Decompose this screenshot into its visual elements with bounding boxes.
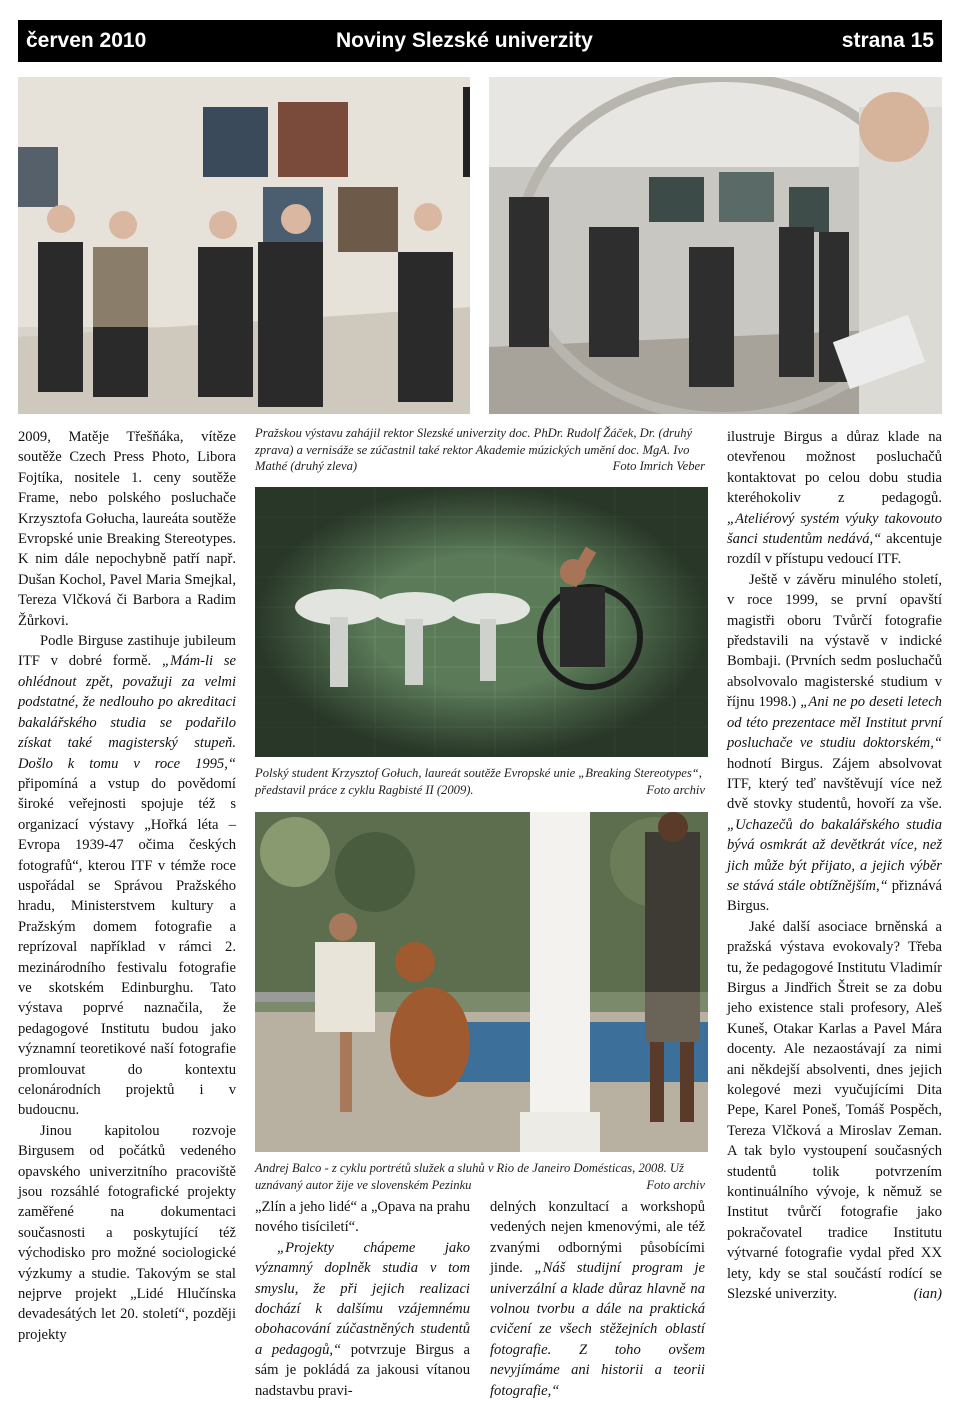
caption-domesticas	[255, 1160, 705, 1193]
col1-p2-text-b: připomíná a vstup do povědomí široké veřejnosti spojuje též s organizací výstavy „Hořká léta – Evropa 1939-47 očima českých fotografů“, kterou ITF v témže roce uspořádal se Správou Pražského hradu, Ministerstvem kultury a Pražským domem fotografie a reprízoval například v rámci 2. mezinárodního festivalu fotografie ve skotském Edinburghu. Tato výstava poprvé naznačila, že pedagogové Institutu budou jako významní teoretikové naší fotografie promlouvat do kontextu celonárodních projektů i v budoucnu.	[18, 775, 236, 1119]
caption-rugby	[255, 765, 705, 798]
article-column-2	[255, 1197, 470, 1401]
col1-p2-quote: „Mám-li se ohlédnout zpět, považuji za velmi podstatné, že nedlouho po akreditaci bakalářského studia se podařilo získat také magisterský stupeň. Došlo k tomu v roce 1995,“	[18, 653, 237, 772]
col1-p2-text: Podle Birguse zastihuje jubileum ITF v dobré formě.	[18, 633, 236, 670]
caption-rugby-credit: Foto archiv	[646, 782, 705, 797]
col4-p2-text-c: přiznává Birgus.	[727, 877, 942, 915]
article-column-3	[490, 1197, 705, 1401]
col2-paragraph-2	[255, 1238, 470, 1401]
col1-paragraph-1: 2009, Matěje Třešňáka, vítěze soutěže Czech Press Photo, Libora Fojtíka, nositele 1. ceny soutěže Frame, nebo polského posluchače Krzysztofa Gołucha, laureáta soutěže Evropské unie Breaking Stereotypes. K nim dále nepochybně patří např. Dušan Kochol, Pavel Maria Smejkal, Tereza Vlčková či Barbora a Radim Žůrkovi.	[18, 429, 236, 629]
photo-exhibition-visitors	[489, 77, 942, 414]
col4-paragraph-2	[727, 570, 942, 917]
article-column-1	[18, 427, 236, 1345]
col2-p2-text: potvrzuje Birgus a sám je pokládá za jakousi vítanou nadstavbu pravi-	[255, 1341, 470, 1399]
col4-p1-text-b: akcentuje rozdíl v přístupu vedoucí ITF.	[727, 531, 942, 568]
issue-date: červen 2010	[26, 29, 147, 52]
newspaper-title: Noviny Slezské univerzity	[336, 29, 593, 52]
col4-paragraph-1	[727, 427, 942, 570]
caption-vernissage-text: Pražskou výstavu zahájil rektor Slezské univerzity doc. PhDr. Rudolf Žáček, Dr. (druhý zprava) a vernisáže se zúčastnil také rektor Akademie múzických umění doc. MgA. Ivo Mathé (druhý zleva)	[255, 426, 693, 473]
col3-paragraph-1	[490, 1197, 705, 1401]
col4-paragraph-3	[727, 917, 942, 1305]
page-header	[18, 20, 942, 62]
col4-p2-quote-2: „Uchazečů do bakalářského studia bývá osmkrát až devětkrát více, než jich může být přijato, a jejich výběr se stává stále obtížnějším,“	[727, 816, 942, 894]
col4-p1-quote: „Ateliérový systém výuky takovouto šanci studentům nedává,“	[727, 510, 942, 548]
photo-vernissage-group	[18, 77, 470, 414]
col4-p2-quote: „Ani ne po deseti letech od této prezentace měl Institut první posluchače ve studiu doktorském,“	[727, 694, 942, 752]
col1-paragraph-2	[18, 631, 236, 1121]
col2-p2-quote: „Projekty chápeme jako významný doplněk studia v tom smyslu, že při jejich realizaci dochází k dalšímu vzájemnému obohacování zúčastněných studentů a pedagogů,“	[255, 1239, 470, 1358]
caption-domesticas-text: Andrej Balco - z cyklu portrétů služek a sluhů v Rio de Janeiro Domésticas, 2008. Už uznávaný autor žije ve slovenském Pezinku	[255, 1161, 684, 1192]
col3-p1-text: delných konzultací a workshopů vedených nejen kmenovými, ale též zvanými odbornými působícími jinde.	[490, 1199, 705, 1277]
article-column-4	[727, 427, 942, 1304]
photo-domesticas-portrait	[255, 812, 708, 1152]
col3-p1-quote: „Náš studijní program je univerzální a klade důraz hlavně na volnou tvorbu a dále na praktická cvičení ze všech stěžejních oblastí fotografie. Z toho ovšem nevyjímáme ani historii a teorii fotografie,“	[490, 1260, 705, 1399]
caption-rugby-text: Polský student Krzysztof Gołuch, laureát soutěže Evropské unie „Breaking Stereotypes“, představil práce z cyklu Ragbisté II (2009).	[255, 766, 702, 797]
author-signature: (ian)	[913, 1286, 942, 1303]
col1-paragraph-3: Jinou kapitolou rozvoje Birgusem od počátků vedeného opavského univerzitního pracoviště jsou rozsáhlé fotografické projekty zaměřené na dokumentaci současnosti a poskytující též východisko pro možné sociologické výzkumy a studie. Takovým se stal nejprve projekt „Lidé Hlučínska devadesátých let 20. století“, později projekty	[18, 1122, 236, 1343]
col2-paragraph-1: „Zlín a jeho lidé“ a „Opava na prahu nového tisíciletí“.	[255, 1199, 470, 1236]
col4-p1-text: ilustruje Birgus a důraz klade na otevřenou možnost posluchačů kontaktovat po celou dobu studia kteréhokoliv z pedagogů.	[727, 429, 942, 507]
col4-p2-text-b: hodnotí Birgus. Zájem absolvovat ITF, který teď navštěvují více než dvě stovky studentů, hovoří za vše.	[727, 755, 942, 813]
caption-domesticas-credit: Foto archiv	[646, 1177, 705, 1192]
caption-vernissage-credit: Foto Imrich Veber	[612, 459, 705, 473]
col4-p2-text: Ještě v závěru minulého století, v roce 1999, se první opavští magistři oboru Tvůrčí fotografie představili na výstavě v indické Bombaji. (Prvních sedm posluchačů absolvovalo magisterské studium v říjnu 1998.)	[727, 571, 942, 711]
caption-vernissage	[255, 425, 705, 475]
photo-rugby-player-washbasins	[255, 487, 708, 757]
page-number: strana 15	[841, 29, 934, 52]
col4-p3-text: Jaké další asociace brněnská a pražská výstava evokovaly? Třeba tu, že pedagogové Institutu Vladimír Birgus a Jindřich Štreit se za dobu jeho existence stali profesory, Aleš Kuneš, Otakar Karlas a Pavel Mára docenty. Ale nezaostávají za nimi ani někdejší absolventi, dnes jejich kolegové mezi vyučujícími Dita Pepe, Karel Poneš, Tomáš Pospěch, Tereza Vlčková a Miroslav Zeman. A tak bylo vystoupení současných studentů tolik potvrzením kontinuálního vývoje, k němuž se Institut tvůrčí fotografie jako pokračovatel tradice Institutu výtvarné fotografie vydal před XX lety, kdy se stal součástí rodící se Slezské univerzity.	[727, 918, 942, 1303]
